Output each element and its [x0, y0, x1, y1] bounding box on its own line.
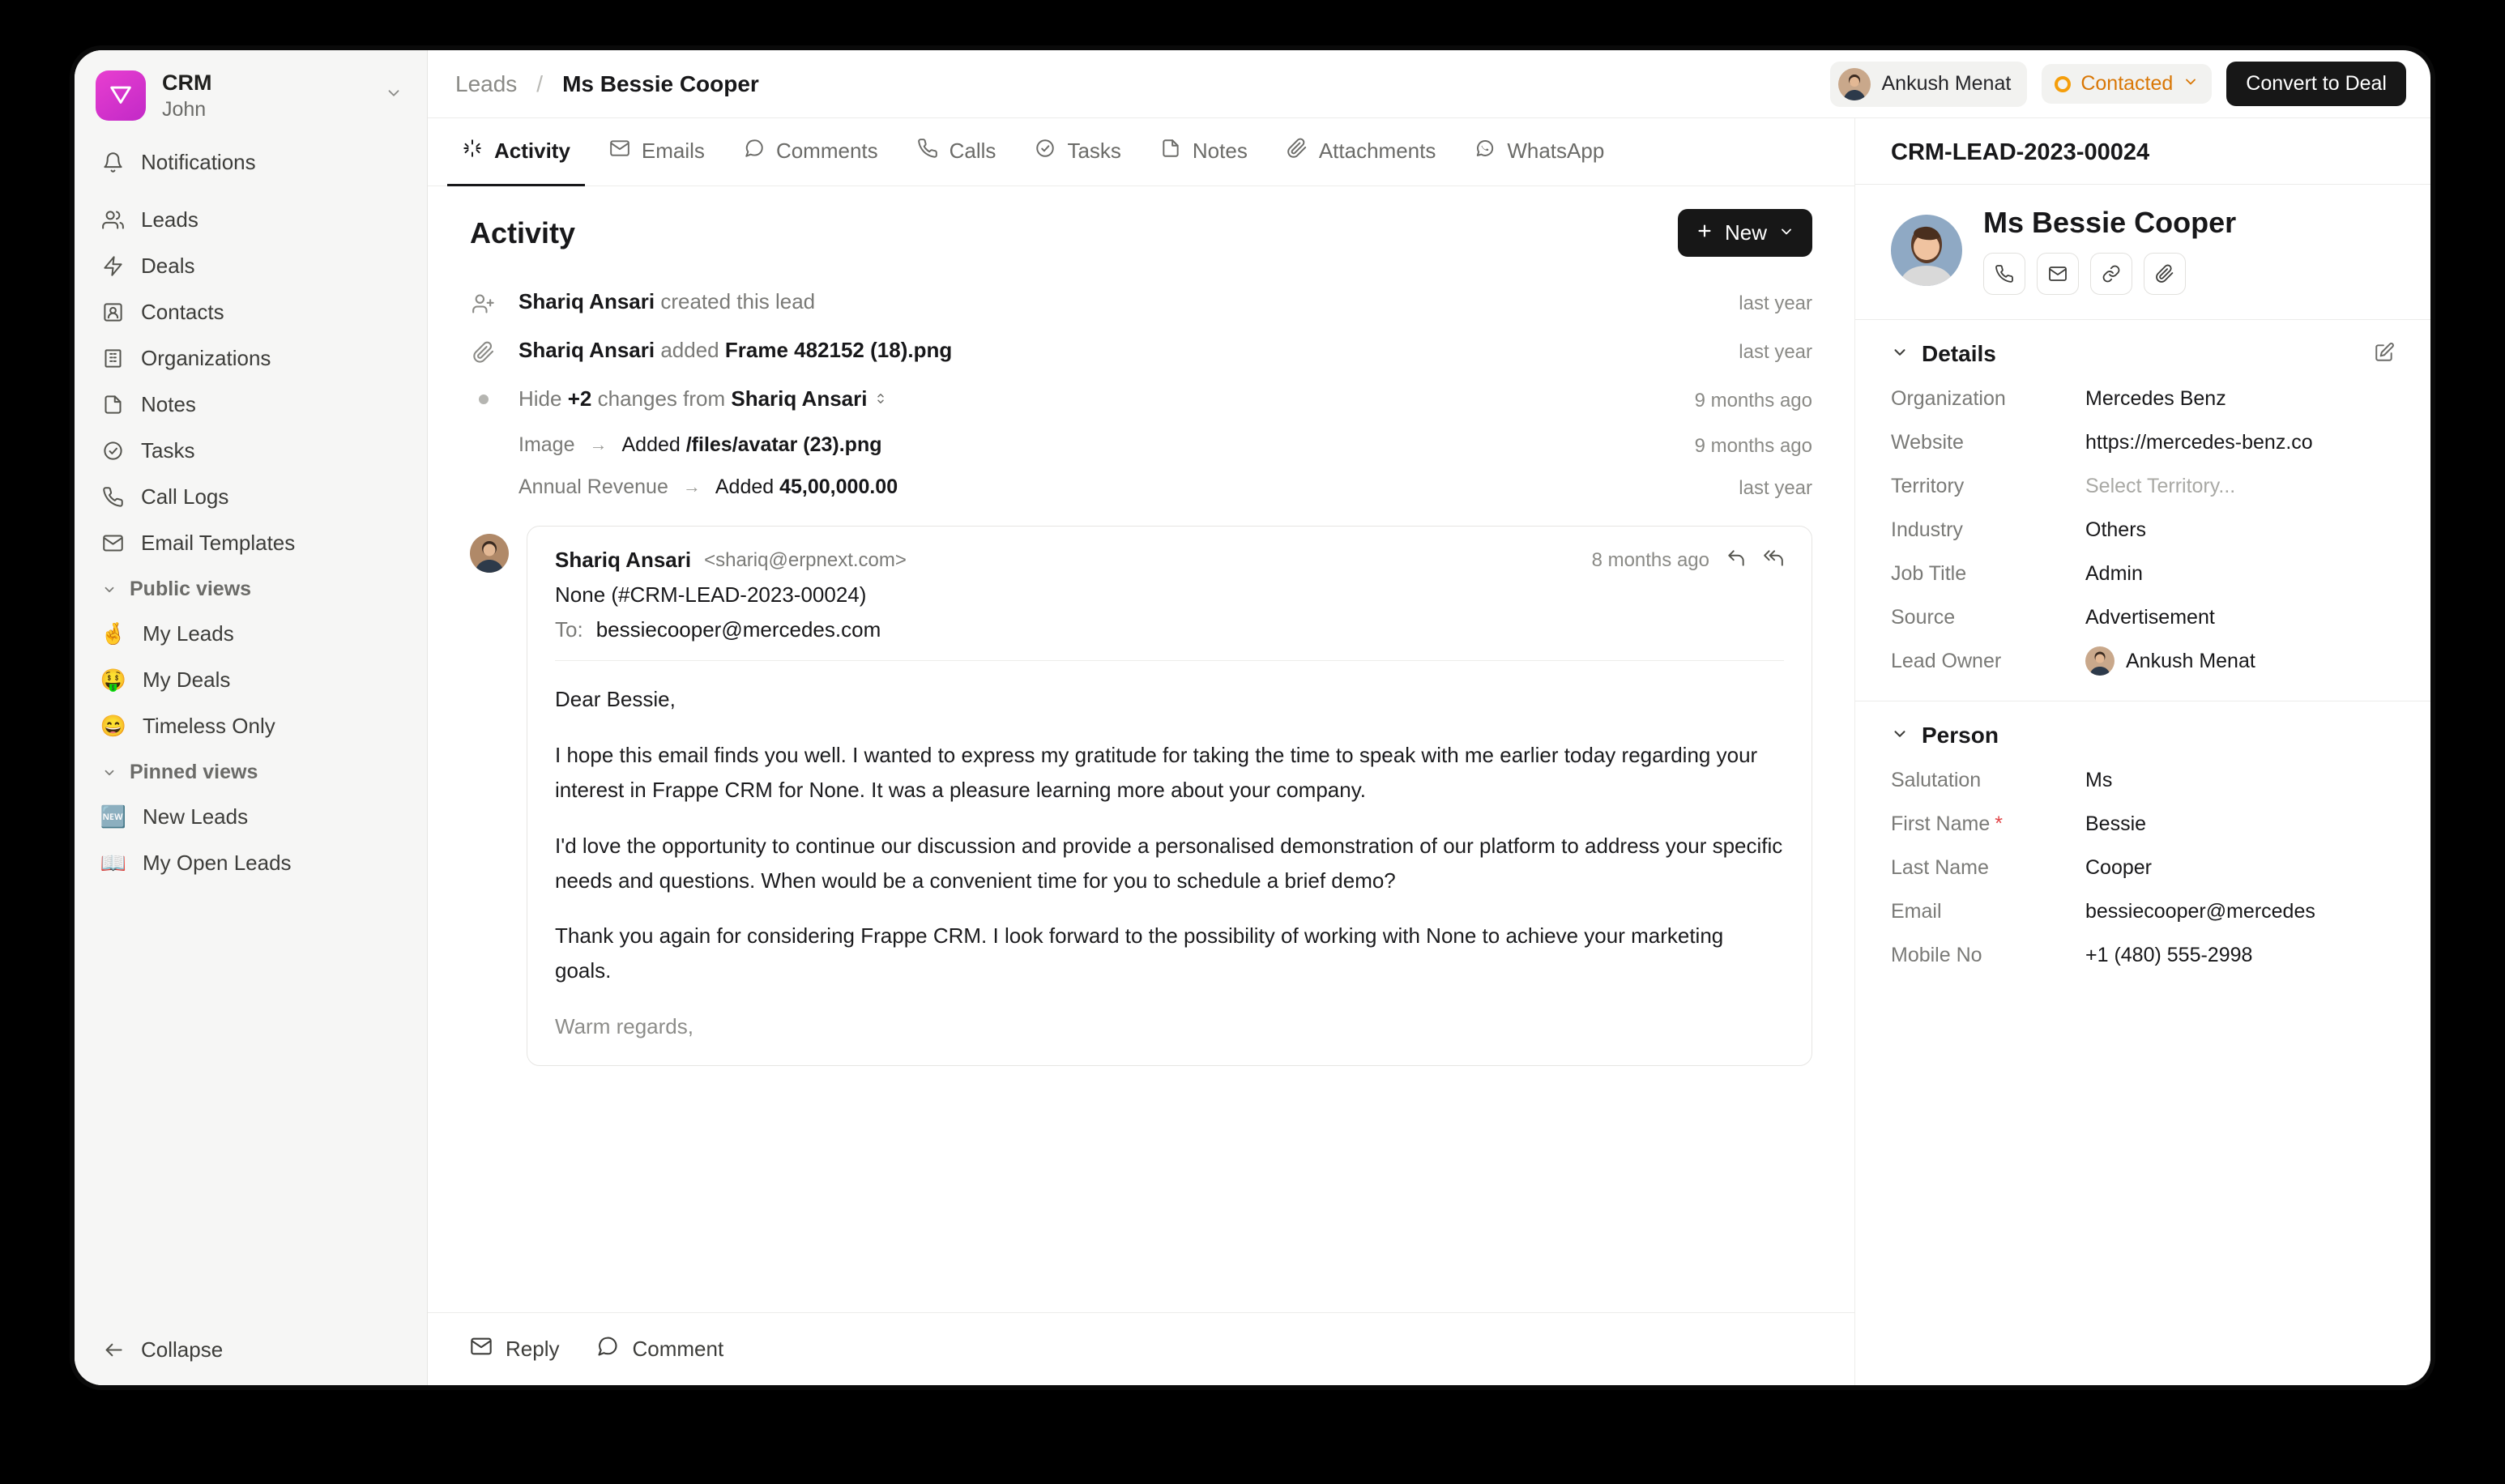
activity-changes-toggle[interactable]: [470, 375, 1812, 424]
notes-icon: [100, 393, 125, 417]
contacts-icon: [100, 301, 125, 325]
sidebar-item-label: My Deals: [143, 667, 231, 693]
assignee-name: Ankush Menat: [1881, 72, 2012, 95]
email-paragraph: Dear Bessie,: [555, 687, 676, 711]
comment-label: Comment: [632, 1337, 724, 1361]
tab-label: Emails: [641, 138, 705, 163]
tab-attachments[interactable]: [1272, 118, 1451, 186]
person-section-header[interactable]: [1855, 701, 2430, 758]
sidebar-item-label: Tasks: [141, 438, 195, 463]
field-territory[interactable]: [1855, 464, 2430, 508]
field-value: Mercedes Benz: [2085, 386, 2226, 410]
activity-event-created: [470, 278, 1812, 326]
page-title: Activity: [470, 215, 576, 249]
field-lead-owner[interactable]: [1855, 639, 2430, 683]
changes-actor: Shariq Ansari: [731, 386, 868, 411]
note-icon: [1160, 138, 1181, 164]
sidebar-group-pinned-views[interactable]: [89, 749, 412, 794]
event-actor: Shariq Ansari: [518, 338, 655, 362]
tab-label: Attachments: [1318, 138, 1436, 163]
chevron-down-icon: [100, 765, 118, 780]
top-bar-actions: [1830, 62, 2407, 107]
reply-icon: [470, 1335, 493, 1363]
field-label: Job Title: [1891, 561, 1967, 585]
email-recipient-row: [555, 617, 1784, 642]
email-header: [555, 548, 1784, 573]
sidebar-group-public-views[interactable]: [89, 566, 412, 611]
email-body-box: [527, 526, 1812, 1066]
avatar: [2085, 646, 2115, 676]
changes-text: changes from: [597, 386, 726, 411]
change-value: [715, 475, 898, 499]
nav-divider: [89, 186, 412, 197]
new-activity-button[interactable]: [1678, 209, 1812, 257]
email-paragraph: I'd love the opportunity to continue our discussion and provide a personalised demonstration of our platform to address your specific needs and questions. When would be a convenient time for you to schedule a brief demo?: [555, 833, 1783, 893]
field-label: Last Name: [1891, 855, 1989, 879]
comment-button[interactable]: [596, 1335, 723, 1363]
email-icon[interactable]: [2037, 253, 2079, 295]
collapse-arrow-icon: [100, 1338, 125, 1362]
sidebar-item-organizations[interactable]: [89, 335, 412, 382]
email-templates-icon: [100, 531, 125, 556]
whatsapp-icon: [1474, 138, 1496, 164]
email-paragraph: Warm regards,: [555, 1014, 693, 1039]
sidebar-item-email-templates[interactable]: [89, 520, 412, 566]
changes-time: 9 months ago: [1694, 390, 1812, 412]
tab-bar: [428, 118, 1854, 186]
sidebar-item-notifications[interactable]: [89, 139, 412, 186]
tab-label: Comments: [775, 138, 878, 163]
sidebar-item-label: Deals: [141, 254, 195, 279]
change-time: 9 months ago: [1694, 435, 1812, 457]
phone-icon: [917, 138, 938, 164]
avatar[interactable]: [1891, 215, 1962, 286]
change-action: Added: [715, 475, 775, 498]
tab-notes[interactable]: [1146, 118, 1262, 186]
user-plus-icon: [470, 289, 497, 315]
chevron-down-icon[interactable]: [385, 84, 406, 107]
record-id: CRM-LEAD-2023-00024: [1855, 118, 2430, 185]
tab-activity[interactable]: [447, 118, 585, 186]
chevron-down-icon: [1891, 343, 1909, 365]
arrow-right-icon: →: [682, 476, 701, 497]
sidebar-item-label: Notes: [141, 392, 196, 417]
sidebar-item-label: Email Templates: [141, 531, 296, 556]
sidebar-nav: [75, 138, 427, 886]
change-row-annual-revenue: [470, 466, 1812, 508]
sidebar-item-label: Leads: [141, 207, 198, 232]
field-value-wrap: [2085, 646, 2255, 676]
field-website[interactable]: [1855, 420, 2430, 464]
sidebar-group-label: Pinned views: [130, 761, 258, 784]
deals-icon: [100, 254, 125, 279]
quick-actions: [1983, 253, 2236, 295]
field-label: Organization: [1891, 386, 2006, 410]
field-salutation[interactable]: [1855, 758, 2430, 802]
field-label: Website: [1891, 430, 1964, 454]
call-logs-icon: [100, 485, 125, 510]
comment-icon: [744, 138, 765, 164]
field-value: Ms: [2085, 768, 2113, 791]
phone-icon[interactable]: [1983, 253, 2025, 295]
changes-count: +2: [567, 386, 592, 411]
field-value: Advertisement: [2085, 605, 2215, 629]
avatar: [1838, 68, 1871, 100]
change-label: Annual Revenue: [518, 475, 668, 498]
breadcrumb-leads[interactable]: Leads: [455, 70, 518, 96]
field-first-name[interactable]: [1855, 802, 2430, 846]
event-action: added: [660, 338, 719, 362]
field-value: https://mercedes-benz.co: [2085, 430, 2313, 454]
event-actor: Shariq Ansari: [518, 289, 655, 313]
brand-user: John: [162, 98, 207, 122]
event-action: created this lead: [660, 289, 816, 313]
convert-to-deal-button[interactable]: Convert to Deal: [2226, 62, 2406, 106]
change-label: Image: [518, 433, 575, 456]
status-badge[interactable]: [2042, 64, 2212, 104]
collapse-label: Collapse: [141, 1337, 224, 1362]
activity-event-attachment: [470, 326, 1812, 375]
bell-icon: [100, 151, 125, 175]
tab-calls[interactable]: [903, 118, 1011, 186]
avatar: [470, 534, 509, 573]
changes-hide-label: Hide: [518, 386, 562, 411]
new-activity-label: New: [1724, 220, 1767, 245]
section-title: Person: [1922, 723, 1999, 748]
details-section-header[interactable]: [1855, 320, 2430, 377]
content-wrapper: [428, 118, 2430, 1385]
status-label: Contacted: [2080, 72, 2174, 95]
reply-icon[interactable]: [1726, 548, 1747, 573]
smile-emoji-icon: 😄: [100, 714, 127, 739]
field-industry[interactable]: [1855, 508, 2430, 552]
brand-title: CRM: [162, 70, 212, 95]
bullet-icon: [479, 394, 489, 404]
tab-tasks[interactable]: [1020, 118, 1135, 186]
event-text: [518, 338, 1718, 363]
sidebar-spacer: [75, 886, 427, 1320]
composer-bar: [428, 1312, 1854, 1385]
arrow-right-icon: →: [589, 434, 608, 454]
email-paragraph: Thank you again for considering Frappe CRM. I look forward to the possibility of working with None to achieve your marketing goals.: [555, 923, 1724, 983]
main-area: [428, 50, 2430, 1385]
field-value: Others: [2085, 518, 2147, 541]
sidebar-item-timeless-only[interactable]: [89, 703, 412, 749]
sidebar-item-deals[interactable]: [89, 243, 412, 289]
money-face-emoji-icon: 🤑: [100, 667, 127, 693]
event-subject: Frame 482152 (18).png: [724, 338, 953, 362]
sidebar-item-tasks[interactable]: [89, 428, 412, 474]
field-mobile-no[interactable]: [1855, 933, 2430, 977]
app-window: [75, 50, 2430, 1385]
field-label: Mobile No: [1891, 943, 1982, 966]
leads-icon: [100, 208, 125, 232]
field-value: Admin: [2085, 561, 2143, 585]
sidebar-item-label: Organizations: [141, 346, 271, 371]
field-value: Ankush Menat: [2126, 649, 2255, 672]
lead-header-text: [1983, 206, 2236, 295]
sidebar: [75, 50, 428, 1385]
tab-label: Calls: [949, 138, 996, 163]
comment-icon: [596, 1335, 619, 1363]
field-job-title[interactable]: [1855, 552, 2430, 595]
breadcrumb-separator: /: [536, 70, 544, 96]
sidebar-item-new-leads[interactable]: [89, 794, 412, 840]
section-title: Details: [1922, 341, 1996, 366]
activity-header: [470, 209, 1812, 257]
tab-emails[interactable]: [595, 118, 719, 186]
chevron-down-icon: [1778, 220, 1794, 245]
field-label: Email: [1891, 899, 1942, 923]
lead-name: Ms Bessie Cooper: [1983, 206, 2237, 239]
email-paragraph: I hope this email finds you well. I wanted to express my gratitude for taking the time to speak with me earlier today regarding your interest in Frappe CRM for None. It was a pleasure learning more about your company.: [555, 742, 1758, 802]
details-panel: [1855, 118, 2430, 1385]
divider: [555, 660, 1784, 661]
activity-icon: [462, 138, 483, 164]
plus-icon: [1696, 220, 1713, 245]
sidebar-item-label: Contacts: [141, 300, 224, 325]
event-time: last year: [1739, 341, 1812, 363]
field-email[interactable]: [1855, 889, 2430, 933]
sidebar-item-my-deals[interactable]: [89, 657, 412, 703]
field-label: Territory: [1891, 474, 1965, 497]
reply-label: Reply: [506, 1337, 560, 1361]
sidebar-item-label: New Leads: [143, 804, 249, 829]
sidebar-item-label: Notifications: [141, 150, 256, 175]
hand-emoji-icon: 🤞: [100, 621, 127, 646]
tasks-icon: [100, 439, 125, 463]
paperclip-icon: [1287, 138, 1308, 164]
change-time: last year: [1739, 477, 1812, 499]
book-emoji-icon: 📖: [100, 851, 127, 876]
paperclip-icon: [470, 338, 497, 364]
field-label: Industry: [1891, 518, 1963, 541]
field-value: +1 (480) 555-2998: [2085, 943, 2253, 966]
chevron-updown-icon: [873, 386, 888, 411]
field-label: Salutation: [1891, 768, 1982, 791]
email-to-value: bessiecooper@mercedes.com: [595, 617, 881, 642]
event-text: [518, 289, 1718, 314]
sidebar-group-label: Public views: [130, 578, 252, 601]
sidebar-item-leads[interactable]: [89, 197, 412, 243]
top-bar: [428, 50, 2430, 118]
email-icon: [609, 138, 630, 164]
crm-logo-icon: [96, 70, 146, 121]
attachment-icon[interactable]: [2144, 253, 2186, 295]
link-icon[interactable]: [2090, 253, 2132, 295]
lead-header: [1855, 185, 2430, 320]
change-row-image: [470, 424, 1812, 466]
tab-label: Tasks: [1067, 138, 1121, 163]
activity-pane: [428, 118, 1855, 1385]
field-label: Lead Owner: [1891, 649, 2002, 672]
reply-all-icon[interactable]: [1763, 548, 1784, 573]
required-marker: *: [1995, 812, 2003, 835]
brand-switcher[interactable]: [75, 50, 427, 138]
chevron-down-icon: [2183, 72, 2199, 96]
sidebar-item-call-logs[interactable]: [89, 474, 412, 520]
sidebar-item-notes[interactable]: [89, 382, 412, 428]
event-time: last year: [1739, 292, 1812, 314]
sidebar-item-my-leads[interactable]: [89, 611, 412, 657]
field-value: Cooper: [2085, 855, 2152, 879]
change-target: /files/avatar (23).png: [685, 433, 882, 456]
field-label: Source: [1891, 605, 1956, 629]
email-message: [555, 682, 1784, 1044]
status-dot-icon: [2055, 76, 2071, 92]
email-activity-card: [470, 526, 1812, 1066]
edit-icon[interactable]: [2374, 342, 2395, 367]
tab-whatsapp[interactable]: [1460, 118, 1619, 186]
email-sender-address: <shariq@erpnext.com>: [704, 548, 907, 571]
assignee-chip[interactable]: [1830, 62, 2028, 107]
sidebar-item-label: My Open Leads: [143, 851, 292, 876]
new-emoji-icon: 🆕: [100, 804, 127, 829]
collapse-sidebar-button[interactable]: [75, 1320, 427, 1385]
chevron-down-icon: [100, 582, 118, 597]
field-label: [1891, 812, 2085, 836]
email-to-label: To:: [555, 617, 583, 642]
change-value: [621, 433, 881, 457]
activity-feed: [428, 186, 1854, 1312]
tab-label: Activity: [494, 138, 570, 163]
tab-label: WhatsApp: [1507, 138, 1605, 163]
email-meta: [1592, 548, 1784, 573]
field-value: Bessie: [2085, 812, 2147, 835]
reply-button[interactable]: [470, 1335, 559, 1363]
brand-text: [162, 70, 369, 122]
sidebar-item-contacts[interactable]: [89, 289, 412, 335]
tab-label: Notes: [1192, 138, 1248, 163]
changes-toggle-text: [518, 386, 1674, 412]
field-value: Select Territory...: [2085, 474, 2236, 497]
tab-comments[interactable]: [729, 118, 893, 186]
organizations-icon: [100, 347, 125, 371]
field-value: bessiecooper@mercedes: [2085, 899, 2315, 923]
sidebar-item-my-open-leads[interactable]: [89, 840, 412, 886]
email-subject: None (#CRM-LEAD-2023-00024): [555, 582, 867, 607]
change-action: Added: [621, 433, 681, 456]
sidebar-item-label: Timeless Only: [143, 714, 275, 739]
field-label-text: First Name: [1891, 812, 1991, 835]
change-target: 45,00,000.00: [779, 475, 898, 498]
chevron-down-icon: [1891, 725, 1909, 747]
field-source[interactable]: [1855, 595, 2430, 639]
field-last-name[interactable]: [1855, 846, 2430, 889]
breadcrumb-current: Ms Bessie Cooper: [562, 70, 759, 96]
sidebar-item-label: My Leads: [143, 621, 234, 646]
email-time: 8 months ago: [1591, 548, 1709, 571]
field-organization[interactable]: [1855, 377, 2430, 420]
task-icon: [1035, 138, 1056, 164]
email-sender: Shariq Ansari: [555, 548, 692, 572]
sidebar-item-label: Call Logs: [141, 484, 229, 510]
